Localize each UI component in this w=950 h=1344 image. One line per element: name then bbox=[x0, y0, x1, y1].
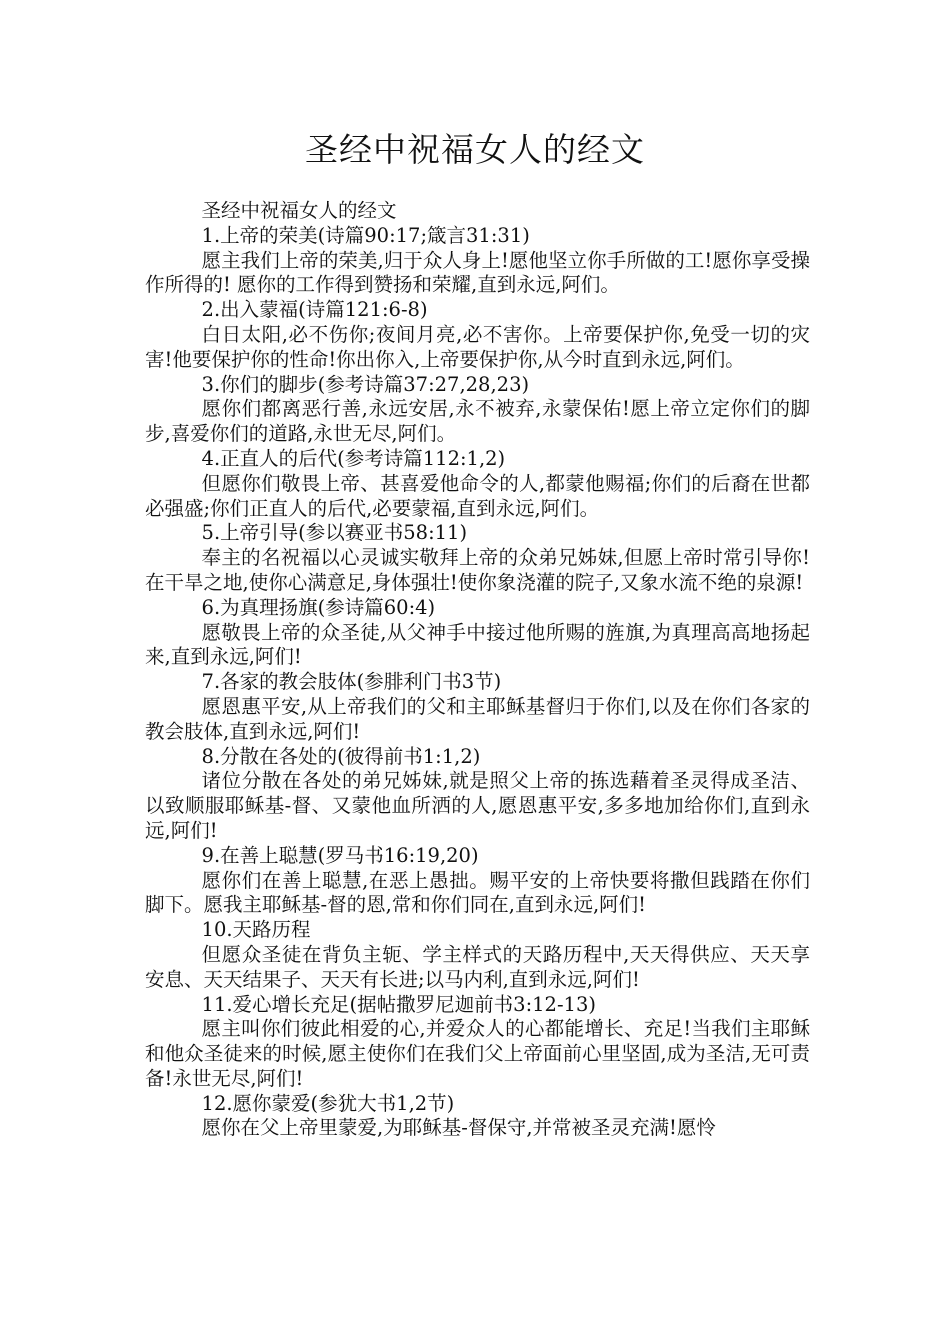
paragraph: 愿恩惠平安,从上帝我们的父和主耶稣基督归于你们,以及在你们各家的教会肢体,直到永远,阿们! bbox=[145, 694, 810, 743]
paragraph: 但愿众圣徒在背负主轭、学主样式的天路历程中,天天得供应、天天享安息、天天结果子、天天有长进;以马内利,直到永远,阿们! bbox=[145, 942, 810, 991]
section-heading: 8.分散在各处的(彼得前书1:1,2) bbox=[201, 744, 481, 768]
section-heading: 4.正直人的后代(参考诗篇112:1,2) bbox=[201, 446, 506, 470]
paragraph: 愿主我们上帝的荣美,归于众人身上!愿他坚立你手所做的工!愿你享受操作所得的! 愿你的工作得到赞扬和荣耀,直到永远,阿们。 bbox=[145, 248, 810, 297]
paragraph: 愿敬畏上帝的众圣徒,从父神手中接过他所赐的旌旗,为真理高高地扬起来,直到永远,阿们! bbox=[145, 620, 810, 669]
section-heading: 12.愿你蒙爱(参犹大书1,2节) bbox=[201, 1091, 455, 1115]
paragraph: 奉主的名祝福以心灵诚实敬拜上帝的众弟兄姊妹,但愿上帝时常引导你!在干旱之地,使你心满意足,身体强壮!使你象浇灌的院子,又象水流不绝的泉源! bbox=[145, 546, 810, 594]
paragraph: 诸位分散在各处的弟兄姊妹,就是照父上帝的拣选藉着圣灵得成圣洁、以致顺服耶稣基-督、又蒙他血所洒的人,愿恩惠平安,多多地加给你们,直到永远,阿们! bbox=[145, 769, 810, 842]
section-heading: 10.天路历程 bbox=[201, 918, 311, 942]
paragraph: 愿你在父上帝里蒙爱,为耶稣基-督保守,并常被圣灵充满!愿怜 bbox=[201, 1116, 716, 1140]
paragraph: 愿你们都离恶行善,永远安居,永不被弃,永蒙保佑!愿上帝立定你们的脚步,喜爱你们的道路,永世无尽,阿们。 bbox=[145, 397, 810, 446]
paragraph: 白日太阳,必不伤你;夜间月亮,必不害你。上帝要保护你,免受一切的灾害!他要保护你的性命!你出你入,上帝要保护你,从今时直到永远,阿们。 bbox=[145, 322, 810, 371]
section-heading: 5.上帝引导(参以赛亚书58:11) bbox=[201, 521, 468, 545]
section-heading: 7.各家的教会肢体(参腓利门书3节) bbox=[201, 670, 502, 694]
section-heading: 6.为真理扬旗(参诗篇60:4) bbox=[201, 595, 436, 619]
document-body bbox=[145, 199, 810, 1141]
section-heading: 1.上帝的荣美(诗篇90:17;箴言31:31) bbox=[201, 223, 530, 247]
document-title: 圣经中祝福女人的经文 bbox=[305, 130, 645, 169]
paragraph: 但愿你们敬畏上帝、甚喜爱他命令的人,都蒙他赐福;你们的后裔在世都必强盛;你们正直人的后代,必要蒙福,直到永远,阿们。 bbox=[145, 471, 810, 520]
paragraph: 愿你们在善上聪慧,在恶上愚拙。赐平安的上帝快要将撒但践踏在你们脚下。愿我主耶稣基-督的恩,常和你们同在,直到永远,阿们! bbox=[145, 868, 810, 917]
section-heading: 2.出入蒙福(诗篇121:6-8) bbox=[201, 298, 428, 322]
section-heading: 11.爱心增长充足(据帖撒罗尼迦前书3:12-13) bbox=[201, 992, 596, 1016]
paragraph: 圣经中祝福女人的经文 bbox=[201, 199, 397, 222]
section-heading: 9.在善上聪慧(罗马书16:19,20) bbox=[201, 843, 479, 867]
paragraph: 愿主叫你们彼此相爱的心,并爱众人的心都能增长、充足!当我们主耶稣和他众圣徒来的时候,愿主使你们在我们父上帝面前心里坚固,成为圣洁,无可责备!永世无尽,阿们! bbox=[145, 1017, 810, 1090]
section-heading: 3.你们的脚步(参考诗篇37:27,28,23) bbox=[201, 372, 530, 396]
